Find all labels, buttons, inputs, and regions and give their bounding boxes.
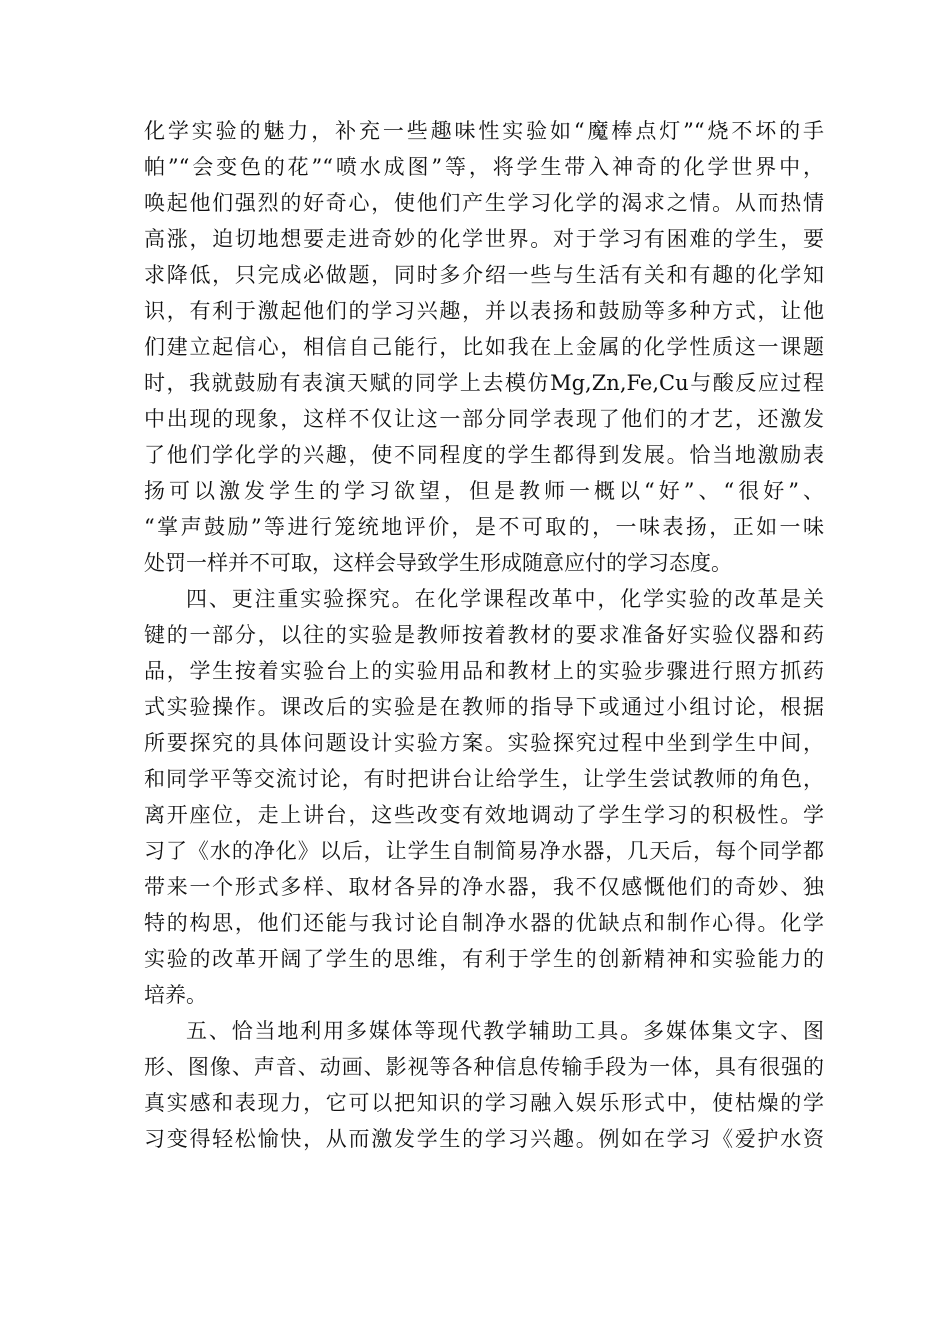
text-line: “掌声鼓励”等进行笼统地评价，是不可取的，一味表扬，正如一味: [144, 515, 824, 539]
text-line: 形、图像、声音、动画、影视等各种信息传输手段为一体，具有很强的: [144, 1055, 824, 1079]
text-line: 习了《水的净化》以后，让学生自制简易净水器，几天后，每个同学都: [144, 839, 824, 863]
body-text: [144, 113, 824, 1157]
text-line: 特的构思，他们还能与我讨论自制净水器的优缺点和制作心得。化学: [144, 911, 824, 935]
paragraph-heading-line: 五、恰当地利用多媒体等现代教学辅助工具。多媒体集文字、图: [186, 1019, 824, 1043]
text-line: 求降低，只完成必做题，同时多介绍一些与生活有关和有趣的化学知: [144, 263, 824, 287]
text-line: 化学实验的魅力，补充一些趣味性实验如“魔棒点灯”“烧不坏的手: [144, 119, 824, 143]
text-line: 高涨，迫切地想要走进奇妙的化学世界。对于学习有困难的学生，要: [144, 227, 824, 251]
text-line: 中出现的现象，这样不仅让这一部分同学表现了他们的才艺，还激发: [144, 407, 824, 431]
text-line: 扬可以激发学生的学习欲望，但是教师一概以“好”、“很好”、: [144, 479, 824, 503]
text-line: 式实验操作。课改后的实验是在教师的指导下或通过小组讨论，根据: [144, 695, 824, 719]
text-line: 处罚一样并不可取，这样会导致学生形成随意应付的学习态度。: [144, 551, 732, 575]
text-line: 识，有利于激起他们的学习兴趣，并以表扬和鼓励等多种方式，让他: [144, 299, 824, 323]
text-line: 帕”“会变色的花”“喷水成图”等，将学生带入神奇的化学世界中，: [144, 155, 824, 179]
text-line: 唤起他们强烈的好奇心，使他们产生学习化学的渴求之情。从而热情: [144, 191, 824, 215]
text-line: 真实感和表现力，它可以把知识的学习融入娱乐形式中，使枯燥的学: [144, 1091, 824, 1115]
text-line: 键的一部分，以往的实验是教师按着教材的要求准备好实验仪器和药: [144, 623, 824, 647]
text-line: 所要探究的具体问题设计实验方案。实验探究过程中坐到学生中间，: [144, 731, 824, 755]
text-line: 带来一个形式多样、取材各异的净水器，我不仅感慨他们的奇妙、独: [144, 875, 824, 899]
text-line: 们建立起信心，相信自己能行，比如我在上金属的化学性质这一课题: [144, 335, 824, 359]
text-line: 习变得轻松愉快，从而激发学生的学习兴趣。例如在学习《爱护水资: [144, 1127, 824, 1151]
text-line: 和同学平等交流讨论，有时把讲台让给学生，让学生尝试教师的角色，: [144, 767, 824, 791]
text-line: 培养。: [144, 983, 207, 1007]
text-line: 了他们学化学的兴趣，使不同程度的学生都得到发展。恰当地激励表: [144, 443, 824, 467]
text-line: 离开座位，走上讲台，这些改变有效地调动了学生学习的积极性。学: [144, 803, 824, 827]
paragraph-heading-line: 四、更注重实验探究。在化学课程改革中，化学实验的改革是关: [186, 587, 824, 611]
text-line: 品，学生按着实验台上的实验用品和教材上的实验步骤进行照方抓药: [144, 659, 824, 683]
text-line: 实验的改革开阔了学生的思维，有利于学生的创新精神和实验能力的: [144, 947, 824, 971]
text-line: 时，我就鼓励有表演天赋的同学上去模仿Mg,Zn,Fe,Cu与酸反应过程: [144, 371, 824, 395]
